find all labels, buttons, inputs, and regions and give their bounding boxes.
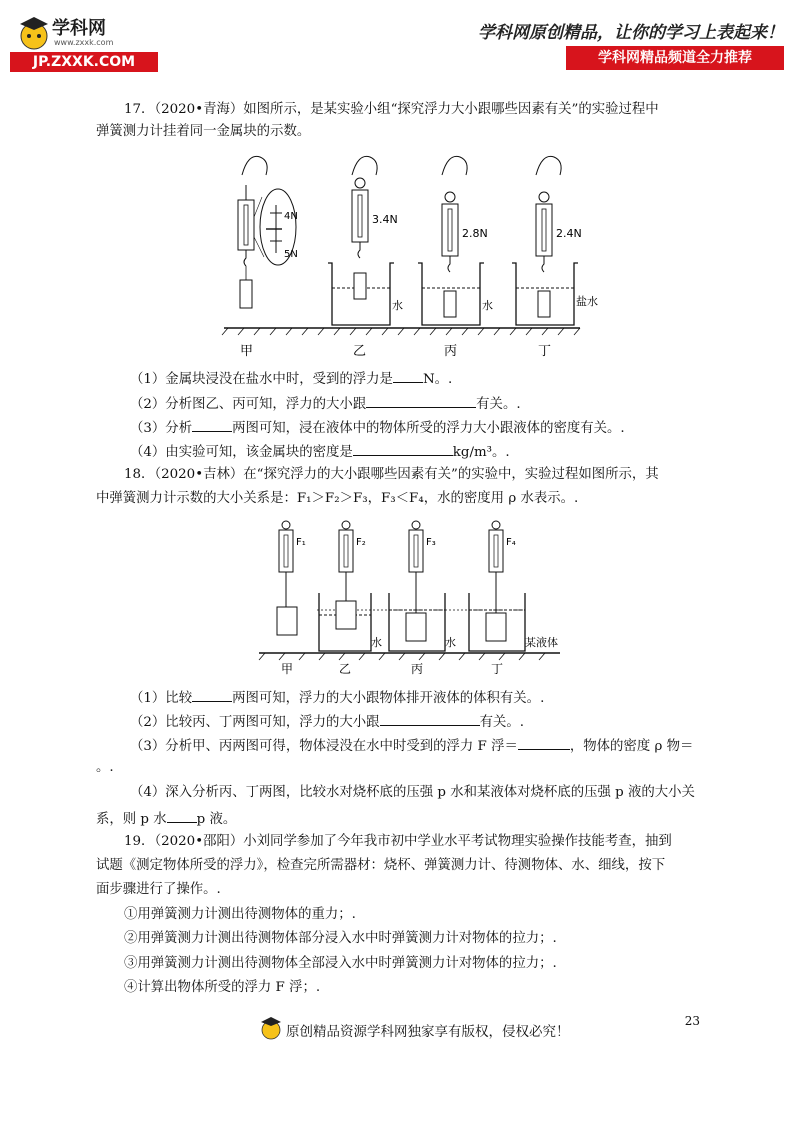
header-banner: 学科网精品频道全力推荐 xyxy=(566,46,784,70)
q17-figure xyxy=(220,145,620,365)
q18-sub3-end: 。. xyxy=(96,760,114,775)
q17-ding-liquid: 盐水 xyxy=(576,295,598,308)
page-number: 23 xyxy=(684,1014,700,1028)
q17-jia-lower-reading: 5N xyxy=(284,249,298,260)
q18-label-ding: 丁 xyxy=(491,662,504,676)
q18-figure xyxy=(255,515,575,680)
q17-ding-reading: 2.4N xyxy=(556,227,582,240)
q18-label-jia: 甲 xyxy=(281,662,294,676)
q18-setup-bing xyxy=(389,521,456,651)
q18-stem-line1: 18．（2020•吉林）在“探究浮力的大小跟哪些因素有关”的实验中，实验过程如图所示，其 xyxy=(124,467,659,482)
q17-label-yi: 乙 xyxy=(353,344,367,359)
q18-f2-label: F₂ xyxy=(356,537,366,548)
header-slogan: 学科网原创精品，让你的学习上表起来！ xyxy=(478,23,784,43)
q18-setup-ding xyxy=(469,521,558,651)
q18-setup-jia xyxy=(277,521,306,635)
q17-yi-liquid: 水 xyxy=(392,299,403,312)
q17-bing-reading: 2.8N xyxy=(462,227,488,240)
q17-stem-line2: 弹簧测力计挂着同一金属块的示数。 xyxy=(96,124,311,139)
q17-setup-jia xyxy=(238,156,298,308)
q17-yi-reading: 3.4N xyxy=(372,213,398,226)
q18-sub4-line1: （4）深入分析丙、丁两图，比较水对烧杯底的压强 p 水和某液体对烧杯底的压强 p 液的大小关 xyxy=(130,785,695,800)
q18-sub1: （1）比较 两图可知，浮力的大小跟物体排开液体的体积有关。. xyxy=(130,687,544,708)
q18-setup-yi xyxy=(319,521,382,651)
q17-label-jia: 甲 xyxy=(240,344,254,359)
logo-sub: www.zxxk.com xyxy=(54,38,114,47)
q18-stem-line2: 中弹簧测力计示数的大小关系是：F₁＞F₂＞F₃，F₃＜F₄，水的密度用 ρ 水表示。. xyxy=(96,491,579,506)
q19-step4: ④计算出物体所受的浮力 F 浮；. xyxy=(124,980,321,995)
q19-stem-line3: 面步骤进行了操作。. xyxy=(96,882,221,897)
q18-sub2: （2）比较丙、丁两图可知，浮力的大小跟 有关。. xyxy=(130,711,524,732)
q18-sub4-line2: 系，则 p 水 p 液。 xyxy=(96,808,236,829)
q19-stem-line1: 19．（2020•邵阳）小刘同学参加了今年我市初中学业水平考试物理实验操作技能考查，抽到 xyxy=(124,834,672,849)
q18-yi-liquid: 水 xyxy=(371,636,382,649)
logo-text: 学科网 xyxy=(52,18,106,39)
q17-sub3: （3）分析 两图可知，浸在液体中的物体所受的浮力大小跟液体的密度有关。. xyxy=(130,417,625,438)
q17-stem-line1: 17．（2020•青海）如图所示，是某实验小组“探究浮力大小跟哪些因素有关”的实验过程中 xyxy=(124,102,659,117)
q18-f3-label: F₃ xyxy=(426,537,436,548)
q18-f4-label: F₄ xyxy=(506,537,516,548)
logo-url: JP.ZXXK.COM xyxy=(10,52,158,72)
q18-label-yi: 乙 xyxy=(339,662,352,676)
footer-copyright: 原创精品资源学科网独家享有版权，侵权必究！ xyxy=(286,1024,570,1040)
q17-sub4: （4）由实验可知，该金属块的密度是 kg/m³。. xyxy=(130,441,510,462)
footer-mascot-icon xyxy=(258,1014,284,1044)
q17-label-bing: 丙 xyxy=(444,344,458,359)
q18-bing-liquid: 水 xyxy=(445,636,456,649)
q18-label-bing: 丙 xyxy=(411,662,424,676)
q17-bing-liquid: 水 xyxy=(482,299,493,312)
q17-setup-bing xyxy=(418,156,493,325)
q17-setup-ding xyxy=(512,156,598,325)
q17-jia-upper-reading: 4N xyxy=(284,211,298,222)
q19-step2: ②用弹簧测力计测出待测物体部分浸入水中时弹簧测力计对物体的拉力；. xyxy=(124,931,557,946)
q19-stem-line2: 试题《测定物体所受的浮力》，检查完所需器材：烧杯、弹簧测力计、待测物体、水、细线，按下 xyxy=(96,858,666,873)
q19-step3: ③用弹簧测力计测出待测物体全部浸入水中时弹簧测力计对物体的拉力；. xyxy=(124,956,557,971)
q19-step1: ①用弹簧测力计测出待测物体的重力；. xyxy=(124,907,356,922)
q18-sub3: （3）分析甲、丙两图可得，物体浸没在水中时受到的浮力 F 浮＝ ，物体的密度 ρ 物＝ xyxy=(130,735,693,756)
q17-setup-yi xyxy=(328,156,403,325)
q17-sub1: （1）金属块浸没在盐水中时，受到的浮力是 N。. xyxy=(130,368,452,389)
q17-label-ding: 丁 xyxy=(538,344,552,359)
q18-f1-label: F₁ xyxy=(296,537,306,548)
q17-sub2: （2）分析图乙、丙可知，浮力的大小跟 有关。. xyxy=(130,393,521,414)
q18-ding-liquid: 某液体 xyxy=(525,636,558,649)
